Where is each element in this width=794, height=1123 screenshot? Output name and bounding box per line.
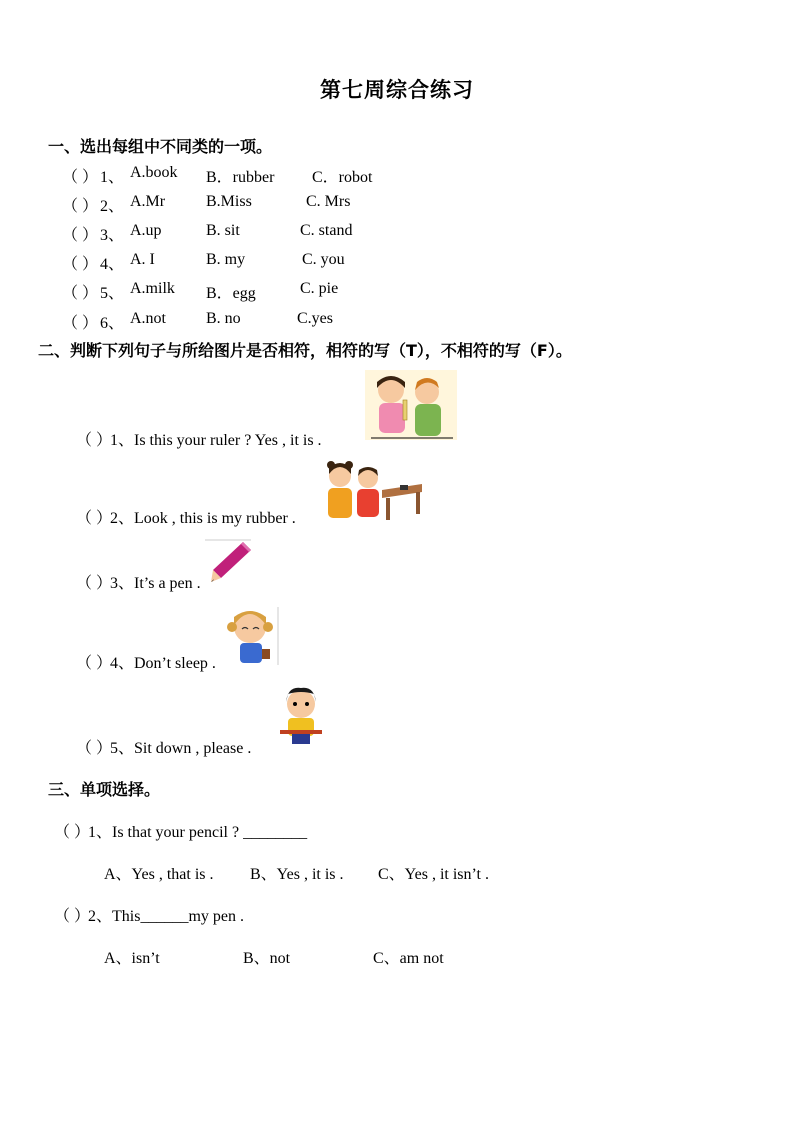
item-number: 3、 — [100, 227, 125, 244]
answer-blank[interactable]: （ ） — [62, 285, 99, 302]
section2-item-3 — [76, 570, 201, 593]
rubber-picture — [322, 460, 424, 522]
ruler-picture — [365, 370, 457, 440]
option-c[interactable]: C.yes — [297, 310, 333, 327]
section1-heading: 一、选出每组中不同类的一项。 — [48, 137, 273, 156]
section3-question-2 — [54, 903, 244, 926]
option-c[interactable]: C．robot — [312, 169, 373, 186]
section2-item-5 — [76, 735, 251, 758]
item-number: 5、 — [100, 285, 125, 302]
sentence: 5、Sit down , please . — [110, 740, 252, 757]
item-number: 1、 — [100, 169, 125, 186]
section3-q1-option-c[interactable]: C、Yes , it isn’t . — [378, 866, 490, 883]
question-text: 2、This______my pen . — [88, 908, 244, 925]
section2-item-4 — [76, 650, 216, 673]
section1-item-3 — [62, 222, 422, 244]
section1-item-5 — [62, 280, 422, 302]
section1-item-2 — [62, 193, 422, 215]
sentence: 1、Is this your ruler ? Yes , it is . — [110, 432, 322, 449]
item-number: 6、 — [100, 315, 125, 332]
page-title: 第七周综合练习 — [320, 78, 474, 102]
section3-q2-option-b[interactable]: B、not — [243, 950, 291, 967]
option-c[interactable]: C. pie — [300, 280, 339, 297]
option-b[interactable]: B．rubber — [206, 169, 275, 186]
option-a[interactable]: A.book — [130, 164, 178, 181]
section1-item-6 — [62, 310, 422, 332]
section3-q2-option-a[interactable]: A、isn’t — [104, 950, 160, 967]
option-c[interactable]: C. you — [302, 251, 345, 268]
option-c[interactable]: C. Mrs — [306, 193, 351, 210]
answer-blank[interactable]: （ ） — [76, 432, 113, 449]
girl-picture — [226, 605, 280, 667]
option-b[interactable]: B．egg — [206, 285, 256, 302]
section3-question-1 — [54, 819, 307, 842]
answer-blank[interactable]: （ ） — [76, 655, 113, 672]
answer-blank[interactable]: （ ） — [76, 575, 113, 592]
sentence: 4、Don’t sleep . — [110, 655, 216, 672]
section2-heading: 二、判断下列句子与所给图片是否相符，相符的写（T），不相符的写（F）。 — [38, 341, 572, 360]
section3-q1-option-b[interactable]: B、Yes , it is . — [250, 866, 344, 883]
answer-blank[interactable]: （ ） — [54, 908, 91, 925]
option-b[interactable]: B. sit — [206, 222, 240, 239]
answer-blank[interactable]: （ ） — [54, 824, 91, 841]
section3-q1-option-a[interactable]: A、Yes , that is . — [104, 866, 214, 883]
section2-item-2 — [76, 505, 296, 528]
pencil-picture — [205, 538, 253, 586]
section1-item-4 — [62, 251, 422, 273]
option-a[interactable]: A.up — [130, 222, 162, 239]
answer-blank[interactable]: （ ） — [62, 256, 99, 273]
answer-blank[interactable]: （ ） — [62, 315, 99, 332]
item-number: 2、 — [100, 198, 125, 215]
answer-blank[interactable]: （ ） — [76, 510, 113, 527]
answer-blank[interactable]: （ ） — [62, 198, 99, 215]
option-a[interactable]: A.not — [130, 310, 166, 327]
answer-blank[interactable]: （ ） — [62, 227, 99, 244]
option-a[interactable]: A.Mr — [130, 193, 166, 210]
option-b[interactable]: B. no — [206, 310, 241, 327]
option-b[interactable]: B. my — [206, 251, 246, 268]
answer-blank[interactable]: （ ） — [76, 740, 113, 757]
question-text: 1、Is that your pencil ? ________ — [88, 824, 308, 841]
section3-q2-option-c[interactable]: C、am not — [373, 950, 444, 967]
option-c[interactable]: C. stand — [300, 222, 353, 239]
option-b[interactable]: B.Miss — [206, 193, 252, 210]
sentence: 3、It’s a pen . — [110, 575, 201, 592]
option-a[interactable]: A. I — [130, 251, 155, 268]
option-a[interactable]: A.milk — [130, 280, 175, 297]
answer-blank[interactable]: （ ） — [62, 169, 99, 186]
section2-item-1 — [76, 427, 322, 450]
section3-heading: 三、单项选择。 — [48, 780, 161, 799]
sentence: 2、Look , this is my rubber . — [110, 510, 296, 527]
item-number: 4、 — [100, 256, 125, 273]
section1-item-1 — [62, 164, 422, 186]
boy-picture — [276, 686, 326, 748]
